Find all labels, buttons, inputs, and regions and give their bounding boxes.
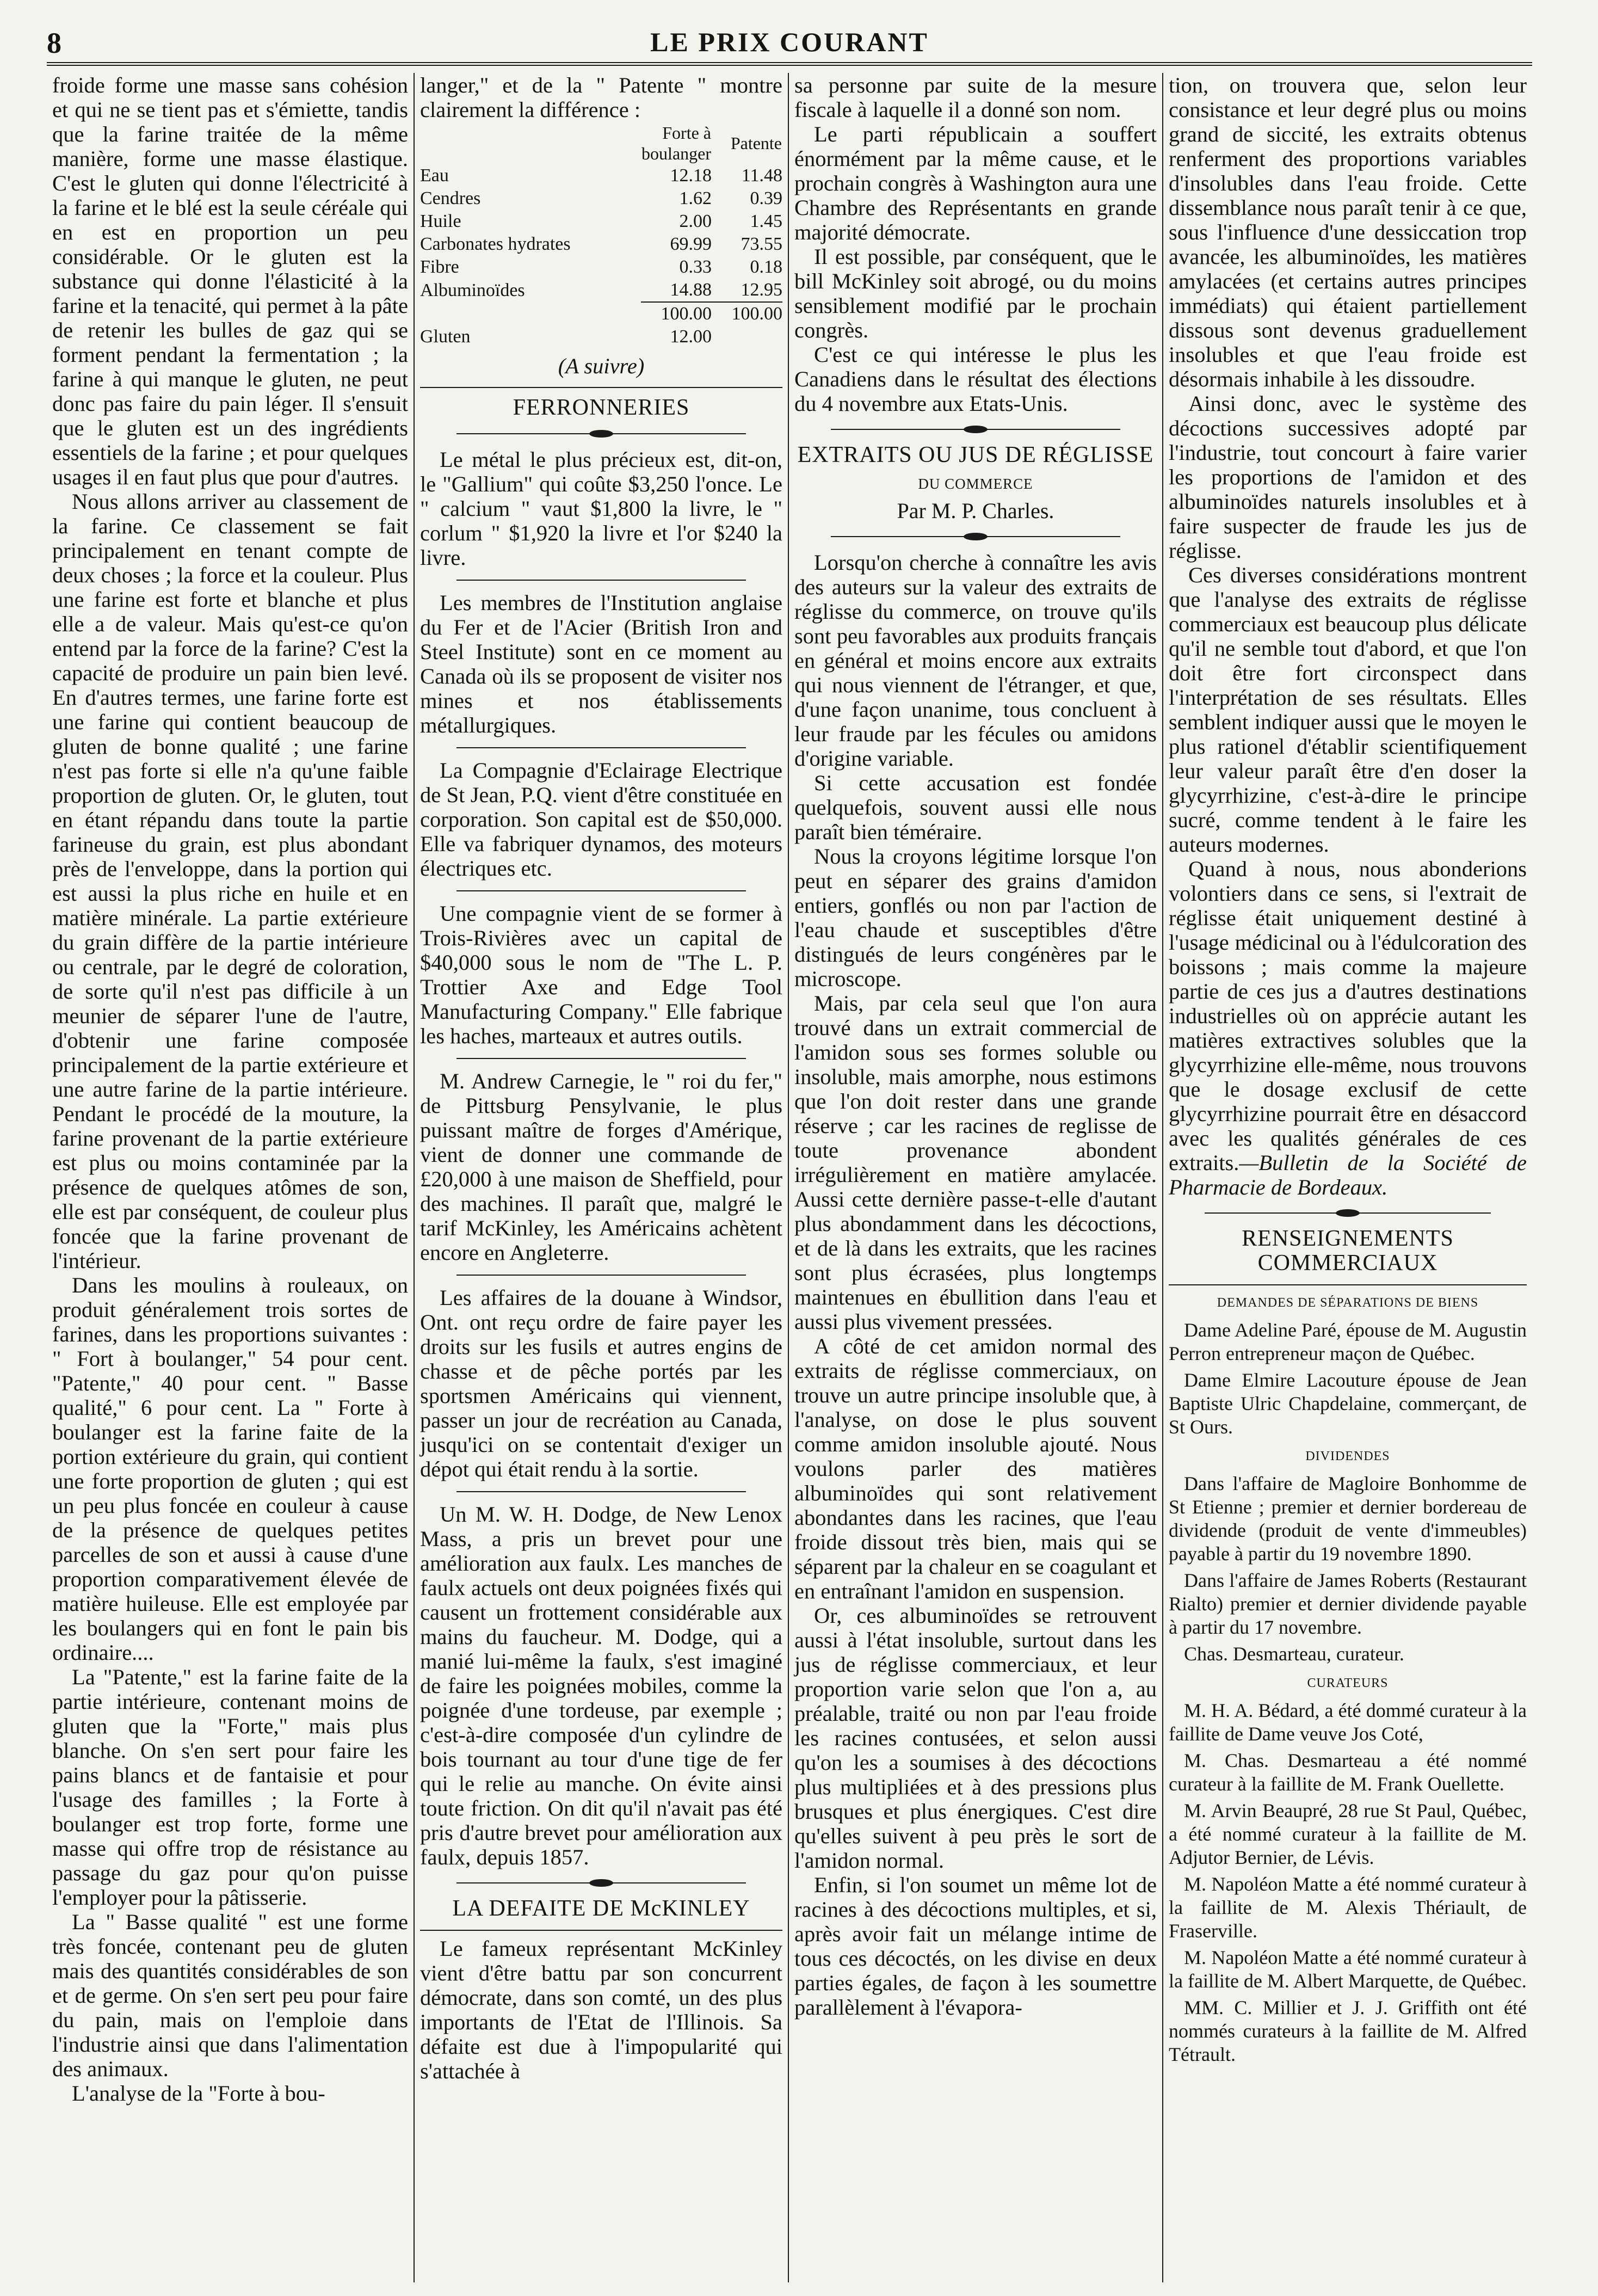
section-heading-extraits: EXTRAITS OU JUS DE RÉGLISSE xyxy=(797,442,1154,467)
flour-analysis-table xyxy=(420,122,782,348)
section-heading-defaite: LA DEFAITE DE McKINLEY xyxy=(452,1896,750,1921)
cell-value: 0.33 xyxy=(679,257,712,277)
notice: Dans l'affaire de James Roberts (Restaurant Rialto) premier et dernier dividende payable à partir du 17 novembre. xyxy=(1169,1569,1527,1638)
column-2 xyxy=(415,73,789,2282)
paragraph: M. Andrew Carnegie, le " roi du fer," de Pittsburg Pensylvanie, le plus puissant maître de forges d'Amérique, vient de donner une commande de £20,000 à une maison de Sheffield, pour des machines. Il paraît que, malgré le tarif McKinley, les Américains achètent encore en Angleterre. xyxy=(420,1069,782,1265)
paragraph: La "Patente," est la farine faite de la partie intérieure, contenant moins de gluten que la "Forte," mais plus blanche. On s'en sert pour faire les pains blancs et de fantaisie et pour l'usage des familles ; la Forte à boulanger est trop forte, forme une masse qui offre trop de résistance au passage du gaz pour qu'on puisse l'employer pour la pâtisserie. xyxy=(52,1665,408,1910)
cell-value: 12.18 xyxy=(670,165,712,186)
cell-value: 73.55 xyxy=(741,234,782,254)
notice: Dame Adeline Paré, épouse de M. Augustin Perron entrepreneur maçon de Québec. xyxy=(1169,1319,1527,1364)
table-row xyxy=(420,279,782,302)
paragraph: Nous la croyons légitime lorsque l'on peut en séparer des grains d'amidon entiers, gonflés ou non par l'action de l'eau chaude et susceptibles d'être distingués de leurs congénères par le microscope. xyxy=(794,844,1157,991)
divider xyxy=(456,1275,746,1276)
row-label: Cendres xyxy=(420,188,481,208)
subheading-separations: DEMANDES DE SÉPARATIONS DE BIENS xyxy=(1217,1296,1479,1310)
notice-signature: Chas. Desmarteau, curateur. xyxy=(1184,1643,1404,1665)
byline: Par M. P. Charles. xyxy=(897,498,1054,523)
cell-value: 0.18 xyxy=(750,257,782,277)
paragraph: Le fameux représentant McKinley vient d'être battu par son concurrent démocrate, dans son comté, un des plus importants de l'Etat de l'Illinois. Sa défaite est due à l'impopularité qui s'attachée à xyxy=(420,1936,782,2083)
notice: M. Arvin Beaupré, 28 rue St Paul, Québec, a été nommé curateur à la faillite de M. Adjutor Bernier, de Lévis. xyxy=(1169,1800,1527,1868)
page-header xyxy=(47,26,1532,57)
table-row xyxy=(420,164,782,187)
table-total-row xyxy=(420,302,782,325)
paragraph: Ainsi donc, avec le système des décoctions successives adopté par l'industrie, tout concourt à faire varier les proportions de l'amidon et des albuminoïdes naturels insolubles et à faire suspecter de fraude les jus de réglisse. xyxy=(1169,391,1527,563)
notice: M. Napoléon Matte a été nommé curateur à la faillite de M. Albert Marquette, de Québec. xyxy=(1169,1947,1527,1992)
paragraph: C'est ce qui intéresse le plus les Canadiens dans le résultat des élections du 4 novembre aux Etats-Unis. xyxy=(794,342,1157,416)
cell-value: 12.95 xyxy=(741,280,782,300)
paragraph: Si cette accusation est fondée quelquefois, souvent aussi elle nous paraît bien téméraire. xyxy=(794,771,1157,844)
paragraph: Dans les moulins à rouleaux, on produit généralement trois sortes de farines, dans les proportions suivantes : " Fort à boulanger," 54 pour cent. "Patente," 40 pour cent. " Basse qualité," 6 pour cent. La " Forte à boulanger est la farine faite de la portion extérieure du grain, qui contient une forte proportion de gluten ; qui est un peu plus foncée en couleur à cause de la présence de quelques petites parcelles de son et aussi à cause d'une proportion comparativement élevée de matière huileuse. Elle est employée par les boulangers qui en font le pain bis ordinaire.... xyxy=(52,1273,408,1665)
cell-value: 1.45 xyxy=(750,211,782,231)
notice: M. Chas. Desmarteau a été nommé curateur à la faillite de M. Frank Ouellette. xyxy=(1169,1750,1527,1795)
paragraph: A côté de cet amidon normal des extraits de réglisse commerciaux, on trouve un autre principe insoluble que, à l'analyse, on dose le plus souvent comme amidon insoluble ajouté. Nous voulons parler des matières albuminoïdes qui sont relativement abondantes dans les racines, que l'eau froide dissout très bien, mais qui se séparent par la chaleur en se coagulant et en entraînant l'amidon en suspension. xyxy=(794,1334,1157,1603)
paragraph: La Compagnie d'Eclairage Electrique de St Jean, P.Q. vient d'être constituée en corporation. Son capital est de $50,000. Elle va fabriquer dynamos, des moteurs électriques etc. xyxy=(420,758,782,881)
column-4 xyxy=(1163,73,1532,2282)
subheading-dividendes: DIVIDENDES xyxy=(1305,1449,1390,1463)
notice: M. H. A. Bédard, a été dommé curateur à la faillite de Dame veuve Jos Coté, xyxy=(1169,1700,1527,1745)
header-rule xyxy=(47,62,1532,66)
ornament-divider xyxy=(420,1877,782,1889)
table-row xyxy=(420,233,782,256)
column-3 xyxy=(789,73,1163,2282)
article-columns xyxy=(47,73,1532,2282)
subheading-curateurs: CURATEURS xyxy=(1307,1676,1389,1690)
paragraph: L'analyse de la "Forte à bou- xyxy=(72,2081,325,2106)
newspaper-title: LE PRIX COURANT xyxy=(650,27,929,57)
paragraph: tion, on trouvera que, selon leur consistance et leur degré plus ou moins grand de siccité, les extraits obtenus renferment des proportions variables d'insolubles dans l'eau froide. Cette dissemblance nous paraît tenir à ce que, sous l'influence d'une dessiccation trop avancée, les albuminoïdes, les matières amylacées (et certains autres principes immédiats) qui étaient partiellement dissous sont devenus graduellement insolubles et que l'eau froide est désormais inhabile à les dissoudre. xyxy=(1169,73,1527,391)
paragraph: Nous allons arriver au classement de la farine. Ce classement se fait principalement en tenant compte de deux choses ; la force et la couleur. Plus une farine est forte et blanche et plus elle a de valeur. Mais qu'est-ce qu'on entend par la force de la farine? C'est la capacité de produire un pain bien levé. En d'autres termes, une farine forte est une farine qui contient beaucoup de gluten de bonne qualité ; une farine n'est pas forte si elle n'a qu'une faible proportion de gluten. Or, le gluten, tout en étant répandu dans toute la partie farineuse du grain, est plus abondant près de l'enveloppe, dans la portion qui est aussi la plus riche en huile et en matière minérale. La partie extérieure du grain diffère de la partie intérieure ou centrale, par le degré de coloration, de sorte qu'il n'est pas difficile à un meunier de séparer l'une de l'autre, d'obtenir une farine composée principalement de la partie extérieure et une autre farine de la partie intérieure. Pendant le procédé de la mouture, la farine provenant de la partie extérieure est plus ou moins contaminée par la présence de quelques atômes de son, elle est par conséquent, de couleur plus foncée que la farine provenant de l'intérieur. xyxy=(52,489,408,1273)
continued-note: (A suivre) xyxy=(558,354,645,378)
row-label: Fibre xyxy=(420,257,459,277)
table-header: Patente xyxy=(730,133,782,153)
paragraph: Les membres de l'Institution anglaise du Fer et de l'Acier (British Iron and Steel Institute) sont en ce moment au Canada où ils se proposent de visiter nos mines et nos établissements métallurgiques. xyxy=(420,590,782,737)
paragraph: La " Basse qualité " est une forme très foncée, contenant peu de gluten mais des quantités considérables de son et de germe. On s'en sert peu pour faire du pain, mais on l'emploie dans l'industrie ainsi que dans l'alimentation des animaux. xyxy=(52,1910,408,2081)
paragraph: Le parti républicain a souffert énormément par la même cause, et le prochain congrès à Washington aura une Chambre des Représentants en grande majorité démocrate. xyxy=(794,122,1157,244)
notice: M. Napoléon Matte a été nommé curateur à la faillite de M. Alexis Thériault, de Fraserville. xyxy=(1169,1873,1527,1942)
notice: Dame Elmire Lacouture épouse de Jean Baptiste Ulric Chapdelaine, commerçant, de St Ours. xyxy=(1169,1369,1527,1438)
cell-value: 69.99 xyxy=(670,234,712,254)
divider xyxy=(456,1491,746,1492)
paragraph: Les affaires de la douane à Windsor, Ont. ont reçu ordre de faire payer les droits sur les fusils et autres engins de chasse et de pêche portés par les sportsmen Américains qui viennent, passer un jour de recréation au Canada, jusqu'ici on se contentait d'exiger un dépot qui était rendu à la sortie. xyxy=(420,1285,782,1481)
cell-value: 100.00 xyxy=(641,302,712,325)
notice: Dans l'affaire de Magloire Bonhomme de St Etienne ; premier et dernier bordereau de dividende (produit de vente d'immeubles) payable à partir du 19 novembre 1890. xyxy=(1169,1473,1527,1565)
cell-value: 11.48 xyxy=(741,165,782,186)
section-subheading: DU COMMERCE xyxy=(918,476,1033,492)
legal-notices xyxy=(1169,1291,1527,2066)
ornament-divider xyxy=(420,428,782,440)
paragraph: langer," et de la " Patente " montre clairement la différence : xyxy=(420,73,782,122)
page-number: 8 xyxy=(47,27,61,59)
paragraph: Il est possible, par conséquent, que le bill McKinley soit abrogé, ou du moins sensiblement modifié par le prochain congrès. xyxy=(794,244,1157,342)
row-label: Carbonates hydrates xyxy=(420,234,571,254)
row-label: Huile xyxy=(420,211,461,231)
row-label: Eau xyxy=(420,165,449,186)
ornament-divider xyxy=(1169,1207,1527,1219)
section-heading-ferronneries: FERRONNERIES xyxy=(513,395,690,420)
cell-value: 100.00 xyxy=(712,302,782,325)
ornament-divider xyxy=(794,531,1157,543)
paragraph: Le métal le plus précieux est, dit-on, le "Gallium" qui coûte $3,250 l'once. Le " calcium " vaut $1,800 la livre, le " corlum " $1,920 la livre et l'or $240 la livre. xyxy=(420,447,782,570)
row-label: Gluten xyxy=(420,327,471,347)
cell-value: 12.00 xyxy=(670,327,712,347)
ornament-divider xyxy=(794,423,1157,435)
paragraph: Un M. W. H. Dodge, de New Lenox Mass, a pris un brevet pour une amélioration aux faulx. Les manches de faulx actuels ont deux poignées fixés qui causent un frottement considérable aux mains du faucheur. M. Dodge, qui a manié lui-même la faulx, s'est imaginé de faire les poignées mobiles, comme la poignée d'une tordeuse, par exemple ; c'est-à-dire composée d'un cylindre de bois tournant au tour d'une tige de fer qui le relie au manche. On évite ainsi toute friction. On dit qu'il n'avait pas été pris d'autre brevet pour amélioration aux faulx, depuis 1857. xyxy=(420,1502,782,1869)
table-row xyxy=(420,210,782,233)
section-heading-renseignements: RENSEIGNEMENTS COMMERCIAUX xyxy=(1242,1226,1454,1276)
divider xyxy=(456,1058,746,1059)
divider xyxy=(420,387,782,388)
divider xyxy=(1169,1284,1527,1285)
cell-value: 14.88 xyxy=(670,280,712,300)
column-1 xyxy=(47,73,415,2282)
divider xyxy=(456,890,746,891)
notice: MM. C. Millier et J. J. Griffith ont été nommés curateurs à la faillite de M. Alfred Tétrault. xyxy=(1169,1997,1527,2065)
paragraph: sa personne par suite de la mesure fiscale à laquelle il a donné son nom. xyxy=(794,73,1157,122)
cell-value: 0.39 xyxy=(750,188,782,208)
paragraph xyxy=(1169,857,1527,1199)
divider xyxy=(456,580,746,581)
cell-value: 2.00 xyxy=(679,211,712,231)
paragraph-text: Quand à nous, nous abonderions volontiers dans ce sens, si l'extrait de réglisse était uniquement destiné à l'usage médicinal ou à l'édulcoration des boissons ; mais comme la majeure partie de ces jus a d'autres destinations industrielles où on apprécie autant les matières extractives solubles que la glycyrrhizine elle-même, nous trouvons que le dosage exclusif de cette glycyrrhizine pourrait être en désaccord avec les qualités générales de ces extraits. xyxy=(1169,857,1527,1175)
paragraph: Lorsqu'on cherche à connaître les avis des auteurs sur la valeur des extraits de réglisse du commerce, on trouve qu'ils sont peu favorables aux produits français en général et moins encore aux extraits qui nous viennent de l'étranger, et que, d'une façon unanime, tous concluent à leur fraude par les fécules ou amidons d'origine variable. xyxy=(794,550,1157,771)
divider xyxy=(456,747,746,748)
table-header: Forte à boulanger xyxy=(641,123,711,163)
paragraph: Enfin, si l'on soumet un même lot de racines à des décoctions multiples, et si, après avoir fait un mélange intime de tous ces décoctés, on les divise en deux parties égales, de façon à les soumettre parallèlement à l'évapora- xyxy=(794,1873,1157,2020)
paragraph: Ces diverses considérations montrent que l'analyse des extraits de réglisse commerciaux est beaucoup plus délicate qu'il ne semble tout d'abord, et que l'on doit être fort circonspect dans l'interprétation de ses résultats. Elles semblent indiquer aussi que le moyen le plus rationel d'établir scientifiquement leur valeur paraît être d'en doser la glycyrrhizine, c'est-à-dire le principe sucré, comme tendent à le faire les auteurs modernes. xyxy=(1169,563,1527,857)
paragraph: Or, ces albuminoïdes se retrouvent aussi à l'état insoluble, surtout dans les jus de réglisse commerciaux, et leur proportion varie selon que l'on a, au préalable, traité ou non par l'eau froide les racines contusées, et selon aussi qu'on les a soumises à des décoctions plus multipliées et à des pressions plus brusques et plus énergiques. C'est dire qu'elles suivent à peu près le sort de l'amidon normal. xyxy=(794,1603,1157,1873)
table-row xyxy=(420,256,782,279)
row-label: Albuminoïdes xyxy=(420,280,525,300)
cell-value: 1.62 xyxy=(679,188,712,208)
source-citation: —Bulletin de la Société de Pharmacie de Bordeaux. xyxy=(1169,1150,1527,1199)
divider xyxy=(420,1930,782,1931)
paragraph: Mais, par cela seul que l'on aura trouvé dans un extrait commercial de l'amidon sous ses formes soluble ou insoluble, mais amorphe, nous estimons que l'on doit rester dans une grande réserve ; car les racines de reglisse de toute provenance abondent irrégulièrement en matière amylacée. Aussi cette dernière passe-t-elle d'autant plus abondamment dans les décoctions, et de là dans les extraits, que les racines sont plus écrasées, plus longtemps maintenues en ébullition dans l'eau et aussi plus vivement pressées. xyxy=(794,991,1157,1334)
table-row xyxy=(420,325,782,348)
paragraph: froide forme une masse sans cohésion et qui ne se tient pas et s'émiette, tandis que la farine traitée de la même manière, forme une masse élastique. C'est le gluten qui donne l'électricité à la farine et le blé est la seule céréale qui en est en proportion un peu considérable. Or le gluten est la substance qui donne l'élasticité à la farine et la tenacité, qui permet à la pâte de retenir les bulles de gaz qui se forment pendant la fermentation ; la farine à qui manque le gluten, ne peut donc pas faire du pain léger. Il s'ensuit que le gluten est un des ingrédients essentiels de la farine ; et pour quelques usages il en faut plus que pour d'autres. xyxy=(52,73,408,489)
paragraph: Une compagnie vient de se former à Trois-Rivières avec un capital de $40,000 sous le nom de "The L. P. Trottier Axe and Edge Tool Manufacturing Company." Elle fabrique les haches, marteaux et autres outils. xyxy=(420,901,782,1048)
table-row xyxy=(420,187,782,210)
